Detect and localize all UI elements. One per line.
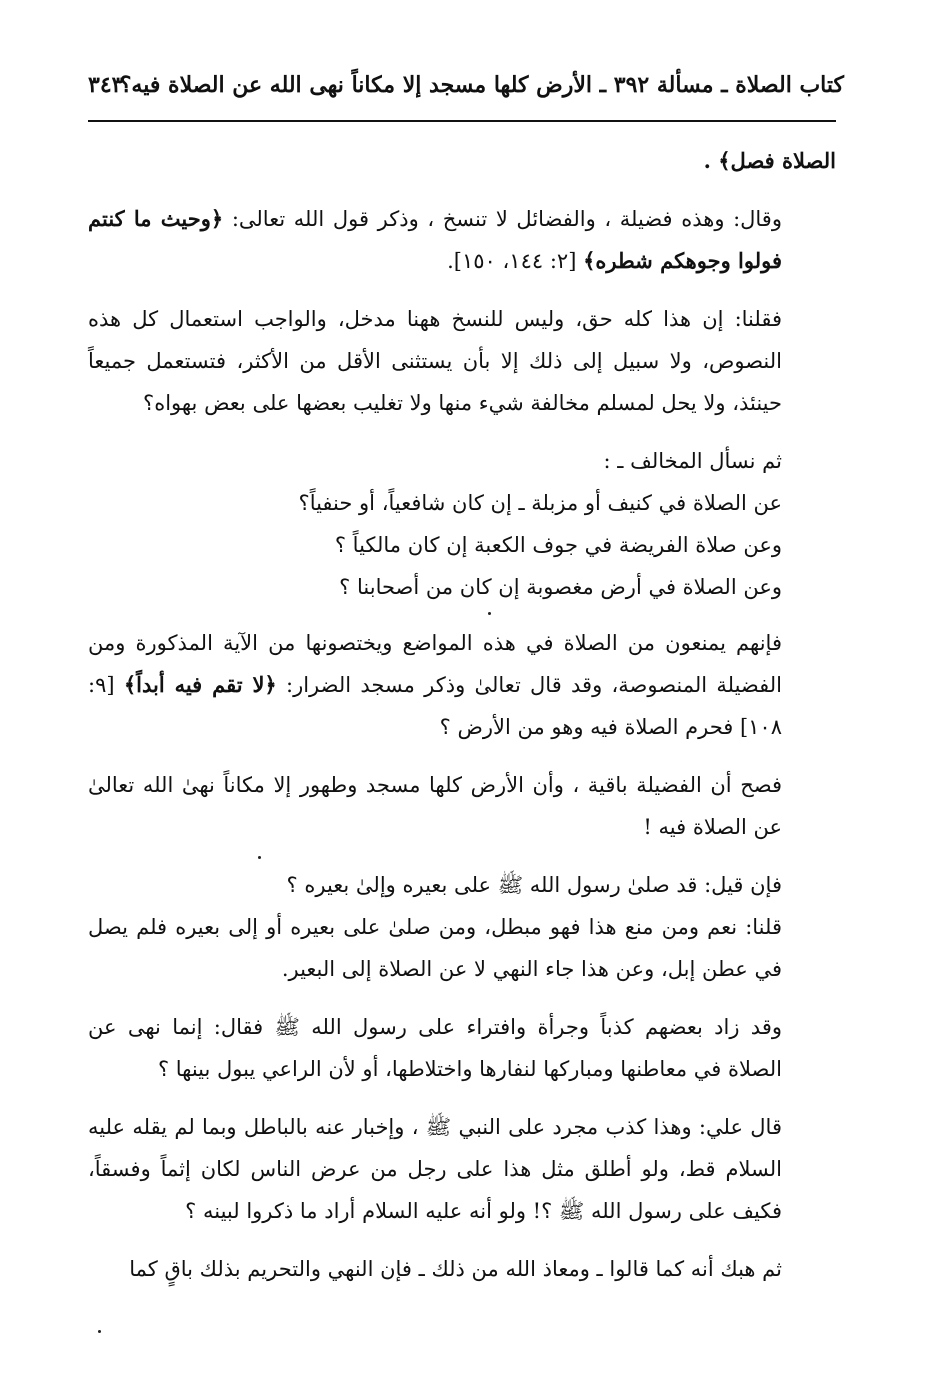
verse-reference-1: [٢: ١٤٤، ١٥٠].	[447, 249, 584, 273]
scan-speck	[258, 856, 261, 859]
paragraph-4-text: فإنهم يمنعون من الصلاة في هذه المواضع ويختصونها من الآية المذكورة ومن الفضيلة المنصوصة، وقد قال تعالىٰ وذكر مسجد الضرار:	[88, 631, 782, 697]
scan-speck	[98, 1330, 101, 1333]
paragraph-9: قال علي: وهذا كذب مجرد على النبي ﷺ ، وإخبار عنه بالباطل وبما لم يقله عليه السلام قط، ولو أطلق مثل هذا على رجل من عرض الناس لكان إثماً وفسقاً، فكيف على رسول الله ﷺ ؟! ولو أنه عليه السلام أراد ما ذكروا لبينه ؟	[88, 1115, 782, 1223]
paragraph-7: قلنا: نعم ومن منع هذا فهو مبطل، ومن صلىٰ على بعيره أو إلى بعيره فلم يصل في عطن إبل، وعن هذا جاء النهي لا عن الصلاة إلى البعير.	[88, 915, 782, 981]
question-intro: ثم نسأل المخالف ـ :	[603, 449, 782, 473]
paragraph-2	[88, 198, 836, 282]
page-number: ٣٤٣	[88, 72, 124, 98]
question-1: عن الصلاة في كنيف أو مزبلة ـ إن كان شافعياً، أو حنفياً؟	[298, 491, 782, 515]
paragraph-6: فإن قيل: قد صلىٰ رسول الله ﷺ على بعيره وإلىٰ بعيره ؟	[286, 873, 782, 897]
paragraph-10: ثم هبك أنه كما قالوا ـ ومعاذ الله من ذلك ـ فإن النهي والتحريم بذلك باقٍ كما	[129, 1257, 782, 1281]
paragraph-1: الصلاة فصل﴾ .	[703, 148, 836, 173]
question-3: وعن الصلاة في أرض مغصوبة إن كان من أصحابنا ؟	[339, 575, 782, 599]
running-title: كتاب الصلاة ـ مسألة ٣٩٢ ـ الأرض كلها مسجد إلا مكاناً نهى الله عن الصلاة فيه؟	[119, 72, 844, 98]
paragraph-5: فصح أن الفضيلة باقية ، وأن الأرض كلها مسجد وطهور إلا مكاناً نهىٰ الله تعالىٰ عن الصلاة فيه !	[88, 773, 782, 839]
paragraph-8: وقد زاد بعضهم كذباً وجرأة وافتراء على رسول الله ﷺ فقال: إنما نهى عن الصلاة في معاطنها ومباركها لنفارها واختلاطها، أو لأن الراعي يبول بينها ؟	[88, 1015, 782, 1081]
paragraph-2-text: وقال: وهذه فضيلة ، والفضائل لا تنسخ ، وذكر قول الله تعالى:	[223, 207, 782, 231]
paragraph-4-tail: [٩: ١٠٨] فحرم الصلاة فيه وهو من الأرض ؟	[88, 673, 782, 739]
quran-verse-2: ﴿لا تقم فيه أبداً﴾	[123, 672, 277, 697]
quran-verse-1: ﴿وحيث ما كنتم فولوا وجوهكم شطره﴾	[88, 206, 782, 273]
question-list	[88, 440, 836, 608]
paragraph-4	[88, 622, 836, 748]
scan-speck	[488, 612, 491, 615]
question-2: وعن صلاة الفريضة في جوف الكعبة إن كان مالكياً ؟	[334, 533, 782, 557]
paragraph-3: فقلنا: إن هذا كله حق، وليس للنسخ ههنا مدخل، والواجب استعمال كل هذه النصوص، ولا سبيل إلى ذلك إلا بأن يستثنى الأقل من الأكثر، فتستعمل جميعاً حينئذ، ولا يحل لمسلم مخالفة شيء منها ولا تغليب بعضها على بعض بهواه؟	[88, 307, 782, 415]
header-rule	[88, 120, 836, 122]
body-text	[88, 140, 836, 1306]
running-header	[88, 62, 844, 116]
